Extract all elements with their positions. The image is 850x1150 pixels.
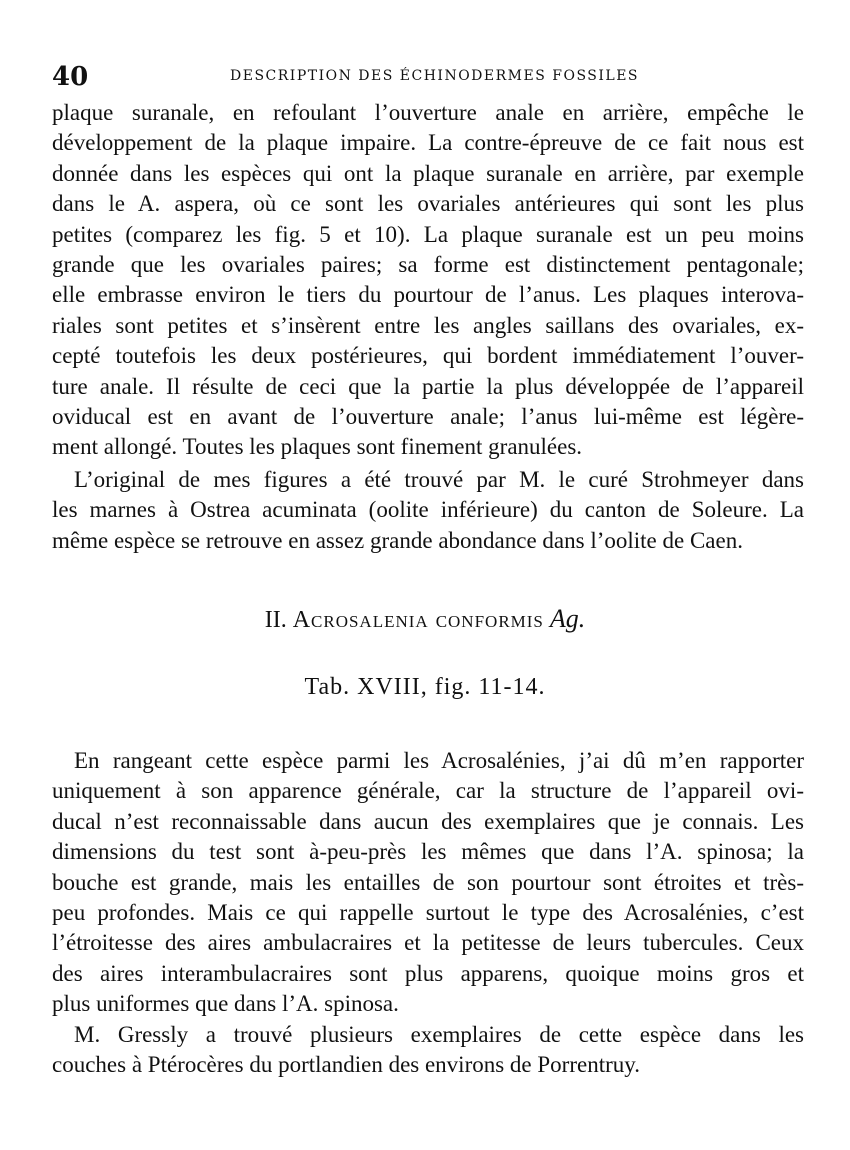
text-line: bouche est grande, mais les entailles de son pourtour sont étroites et très- — [52, 869, 804, 895]
text-line: couches à Ptérocères du portlandien des environs de Porrentruy. — [52, 1052, 641, 1078]
text-line: même espèce se retrouve en assez grande abondance dans l’oolite de Caen. — [52, 527, 743, 553]
text-line: M. Gressly a trouvé plusieurs exemplaires de cette espèce dans les — [74, 1022, 804, 1047]
paragraph-3 — [52, 746, 804, 1020]
paragraph-1 — [52, 98, 804, 463]
text-line: uniquement à son apparence générale, car la structure de l’appareil ovi- — [52, 778, 804, 804]
page-number: 40 — [52, 62, 89, 92]
species-name: Acrosalenia conformis — [292, 607, 544, 633]
text-line: elle embrasse environ le tiers du pourtour de l’anus. Les plaques interova- — [52, 282, 804, 308]
paragraph-4 — [52, 1020, 804, 1081]
text-line: ducal n’est reconnaissable dans aucun des exemplaires que je connais. Les — [52, 808, 804, 834]
text-line: En rangeant cette espèce parmi les Acrosalénies, j’ai dû m’en rapporter — [74, 748, 804, 773]
text-line: dimensions du test sont à-peu-près les mêmes que dans l’A. spinosa; la — [52, 839, 804, 865]
text-line: cepté toutefois les deux postérieures, qui bordent immédiatement l’ouver- — [52, 343, 804, 369]
text-line: peu profondes. Mais ce qui rappelle surtout le type des Acrosalénies, c’est — [52, 899, 804, 925]
text-line: les marnes à Ostrea acuminata (oolite inférieure) du canton de Soleure. La — [52, 497, 804, 523]
text-line: donnée dans les espèces qui ont la plaque suranale en arrière, par exemple — [52, 160, 804, 186]
text-line: riales sont petites et s’insèrent entre les angles saillans des ovariales, ex- — [52, 312, 804, 338]
paragraph-2 — [52, 465, 804, 556]
page-header — [52, 62, 812, 92]
text-line: ture anale. Il résulte de ceci que la partie la plus développée de l’appareil — [52, 373, 804, 399]
text-line: grande que les ovariales paires; sa forme est distinctement pentagonale; — [52, 251, 804, 277]
section-heading — [0, 604, 850, 634]
text-line: plus uniformes que dans l’A. spinosa. — [52, 991, 399, 1017]
text-line: oviducal est en avant de l’ouverture anale; l’anus lui-même est légère- — [52, 403, 804, 429]
text-line: ment allongé. Toutes les plaques sont finement granulées. — [52, 434, 583, 460]
text-line: L’original de mes figures a été trouvé par M. le curé Strohmeyer dans — [74, 467, 804, 492]
text-line: plaque suranale, en refoulant l’ouverture anale en arrière, empêche le — [52, 100, 804, 125]
section-numeral: II. — [264, 607, 287, 633]
text-line: dans le A. aspera, où ce sont les ovariales antérieures qui sont les plus — [52, 191, 804, 217]
plate-reference: Tab. XVIII, fig. 11-14. — [304, 674, 546, 700]
species-author: Ag. — [549, 604, 586, 633]
text-line: des aires interambulacraires sont plus apparens, quoique moins gros et — [52, 960, 804, 986]
text-line: développement de la plaque impaire. La contre-épreuve de ce fait nous est — [52, 130, 804, 156]
text-line: l’étroitesse des aires ambulacraires et la petitesse de leurs tubercules. Ceux — [52, 930, 804, 956]
running-title: DESCRIPTION DES ÉCHINODERMES FOSSILES — [230, 68, 640, 84]
text-line: petites (comparez les fig. 5 et 10). La plaque suranale est un peu moins — [52, 221, 804, 247]
